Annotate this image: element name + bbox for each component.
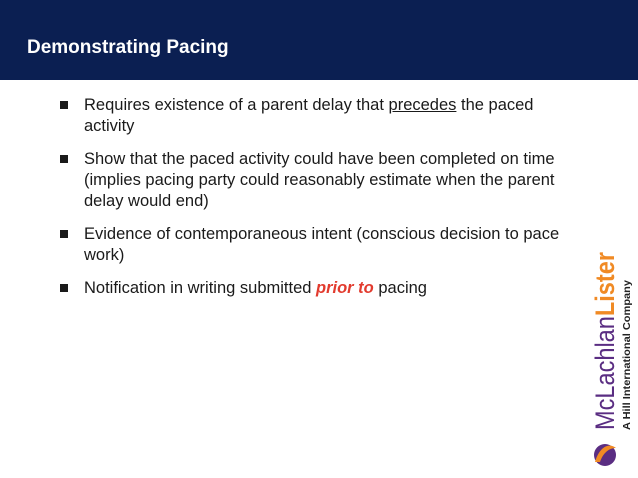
underlined-term: precedes — [388, 96, 457, 114]
title-bar — [0, 0, 638, 80]
square-bullet-icon — [60, 155, 68, 163]
bullet-item — [60, 224, 580, 266]
bullet-item — [60, 95, 580, 137]
logo-tagline: A Hill International Company — [621, 286, 633, 430]
bullet-text: the paced activity — [84, 96, 534, 135]
logo-brand-part1: McLachlan — [590, 299, 620, 430]
logo-emblem-icon — [594, 444, 616, 466]
square-bullet-icon — [60, 101, 68, 109]
bullet-list — [60, 95, 580, 311]
bullet-text: Notification in writing submitted — [84, 279, 317, 297]
highlighted-term: prior to — [316, 279, 374, 297]
bullet-text: pacing — [373, 279, 427, 297]
bullet-text: Requires existence of a parent delay that — [84, 96, 389, 114]
bullet-text: Evidence of contemporaneous intent (conscious decision to pace work) — [84, 225, 560, 264]
bullet-item — [60, 149, 580, 212]
square-bullet-icon — [60, 230, 68, 238]
bullet-item — [60, 278, 580, 299]
square-bullet-icon — [60, 284, 68, 292]
bullet-text: Show that the paced activity could have been completed on time (implies pacing party could reasonably estimate when the parent delay would end) — [84, 150, 555, 210]
logo-brand-part2: Lister — [590, 242, 620, 317]
svg-text:McLachlanLister — [590, 242, 620, 430]
mclachlan-lister-logo — [588, 240, 634, 470]
slide-title: Demonstrating Pacing — [27, 37, 229, 58]
